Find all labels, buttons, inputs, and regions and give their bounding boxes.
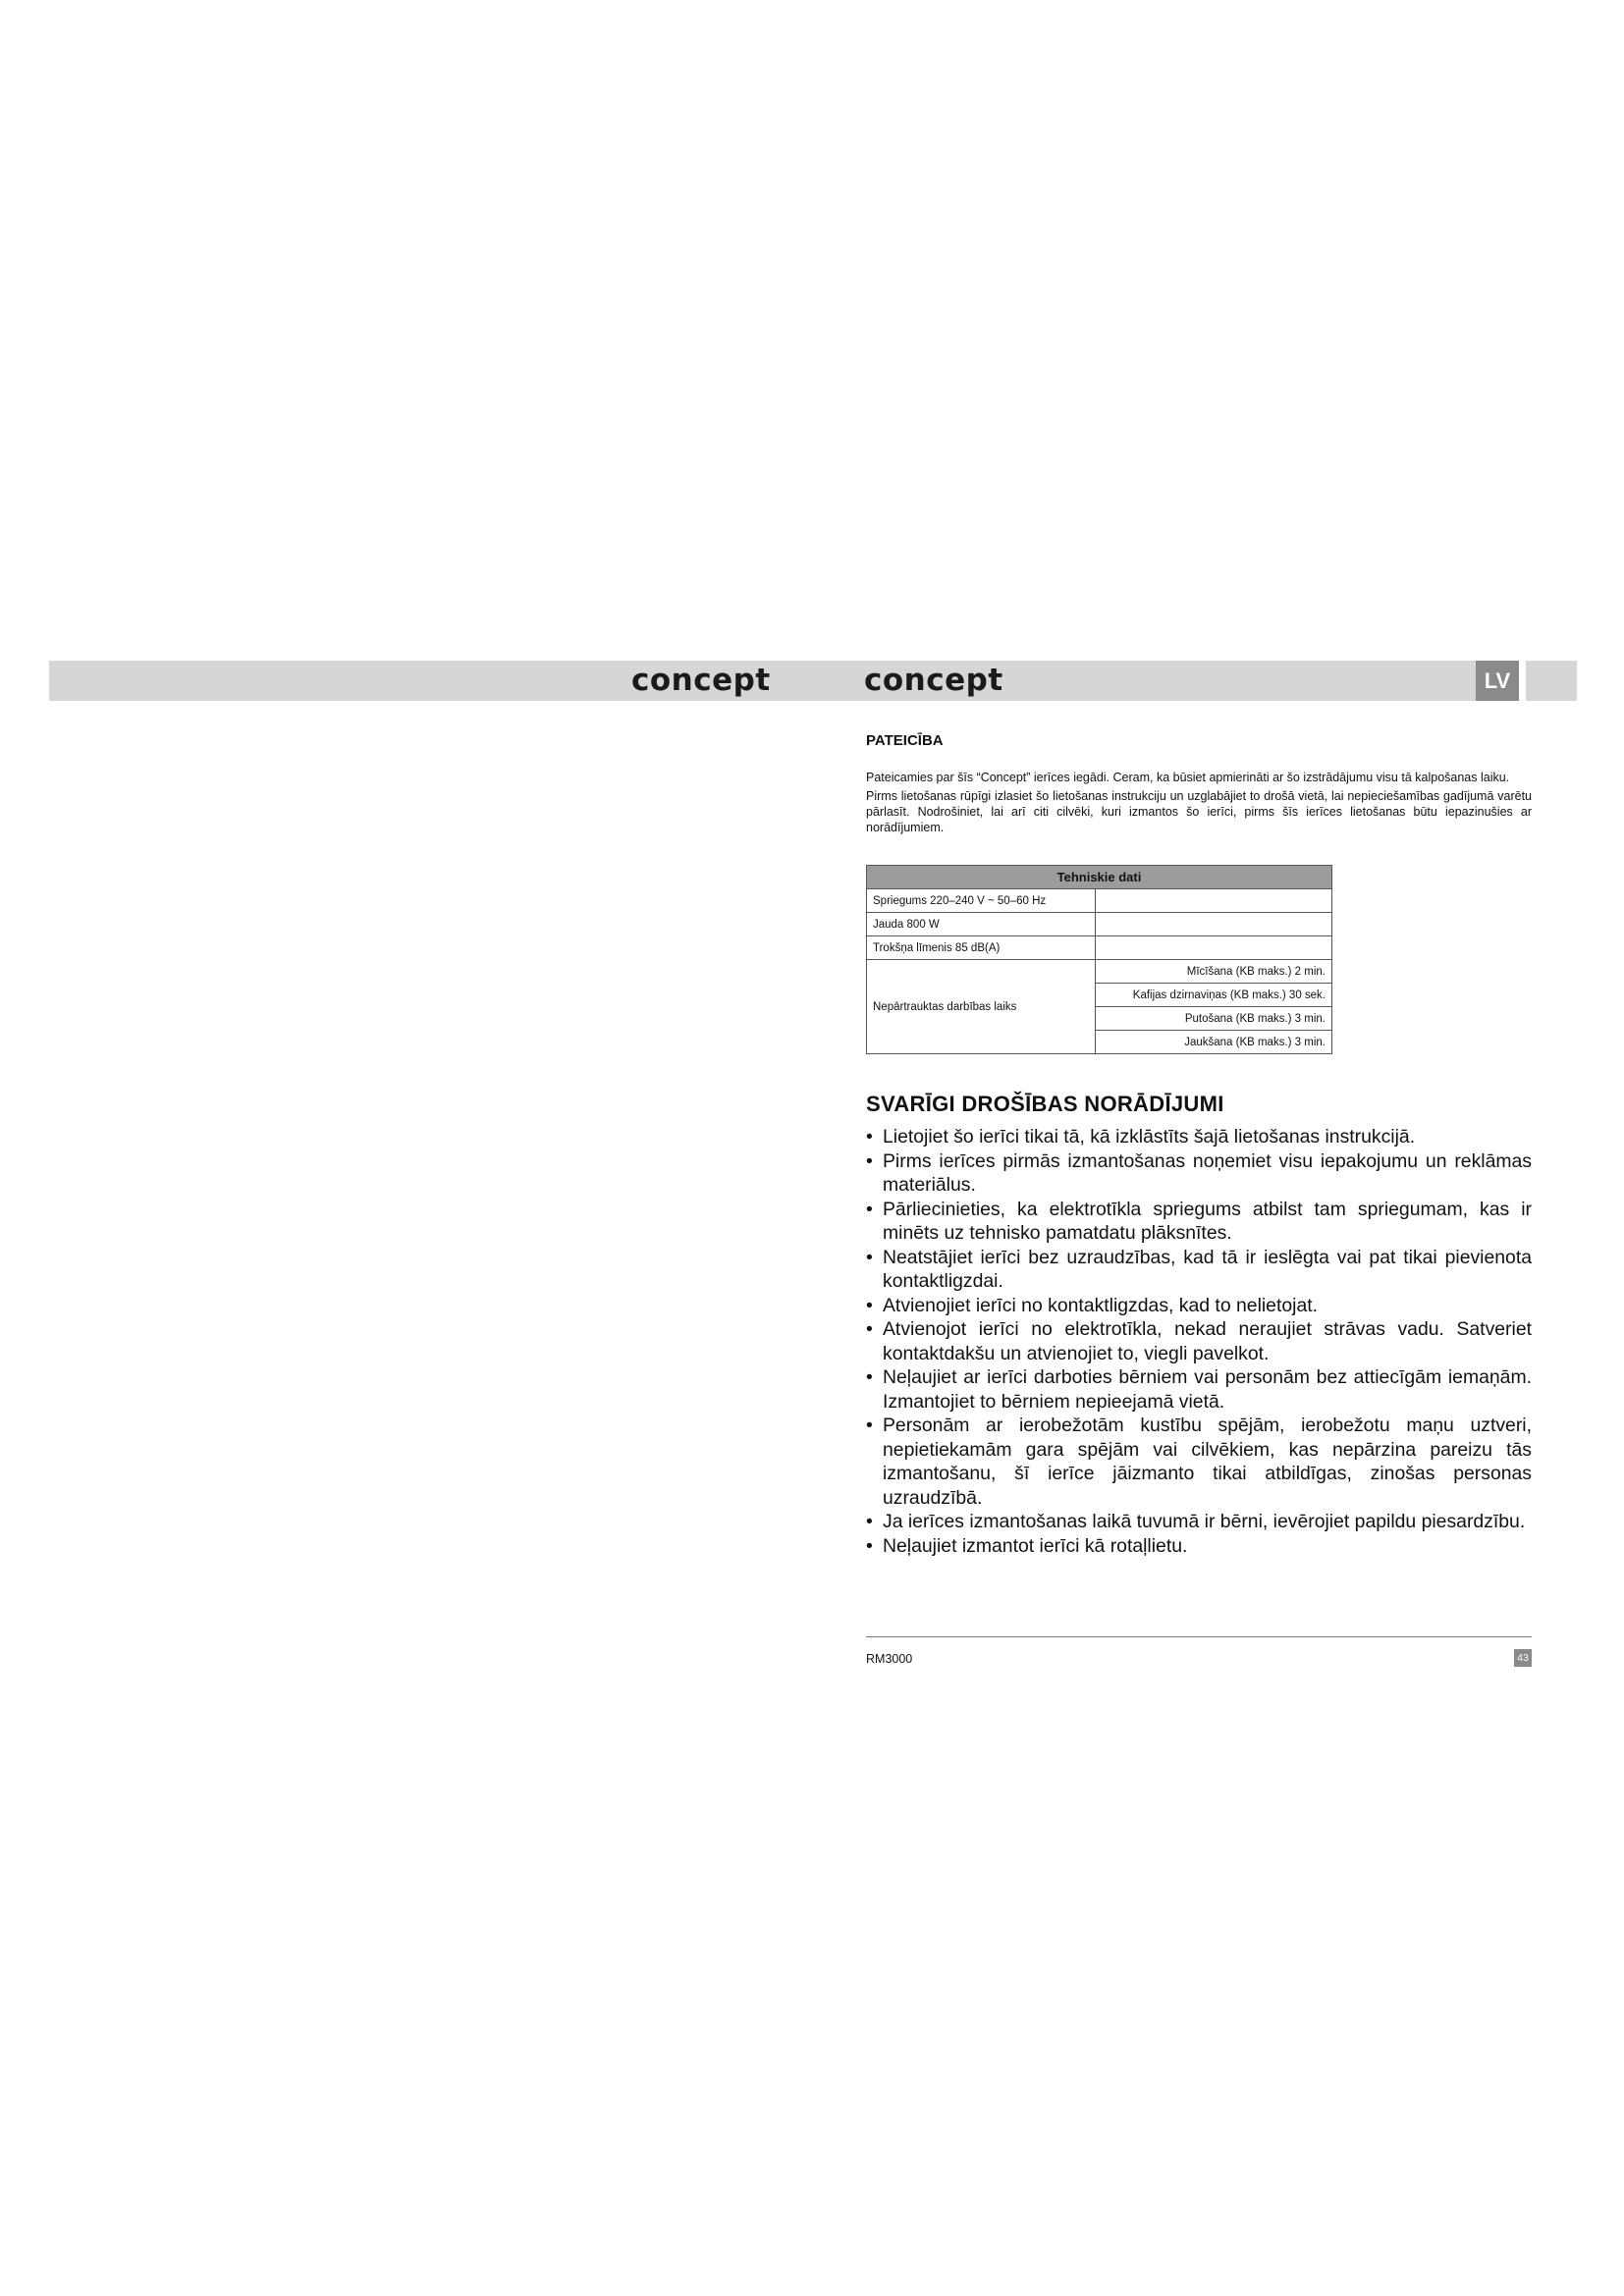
tech-value (1096, 889, 1332, 913)
footer-divider (866, 1636, 1532, 1637)
tech-table-title: Tehniskie dati (867, 866, 1332, 889)
intro-title: PATEICĪBA (866, 732, 944, 749)
list-item: • Neļaujiet ar ierīci darboties bērniem vai personām bez attiecīgām iemaņām. Izmantojiet to bērniem nepieejamā vietā. (866, 1365, 1532, 1414)
tech-value (1096, 913, 1332, 936)
continuous-value-grinder: Kafijas dzirnaviņas (KB maks.) 30 sek. (1096, 984, 1332, 1007)
continuous-value-kneading: Mīcīšana (KB maks.) 2 min. (1096, 960, 1332, 984)
tech-label: Trokšņa līmenis 85 dB(A) (867, 936, 1096, 960)
table-row (867, 889, 1332, 913)
list-item: • Pārliecinieties, ka elektrotīkla spriegums atbilst tam spriegumam, kas ir minēts uz tehnisko pamatdatu plāksnītes. (866, 1198, 1532, 1246)
continuous-value-mixing: Jaukšana (KB maks.) 3 min. (1096, 1031, 1332, 1054)
page-content (866, 731, 1532, 1558)
list-item: • Atvienojot ierīci no elektrotīkla, nekad neraujiet strāvas vadu. Satveriet kontaktdakšu un atvienojiet to, viegli pavelkot. (866, 1317, 1532, 1365)
list-item: • Atvienojiet ierīci no kontaktligzdas, kad to nelietojat. (866, 1294, 1532, 1318)
list-item: • Personām ar ierobežotām kustību spējām, ierobežotu maņu uztveri, nepietiekamām gara spējām vai cilvēkiem, kas nepārzina pareizu tās izmantošanu, šī ierīce jāizmanto tikai atbildīgas, zinošas personas uzraudzībā. (866, 1414, 1532, 1510)
tech-value (1096, 936, 1332, 960)
brand-logo-right: concept (864, 663, 1003, 698)
safety-title: SVARĪGI DROŠĪBAS NORĀDĪJUMI (866, 1092, 1224, 1116)
language-badge: LV (1476, 661, 1519, 701)
continuous-operation-label: Nepārtrauktas darbības laiks (867, 960, 1096, 1054)
header-divider (1519, 661, 1526, 701)
table-row (867, 960, 1332, 984)
model-number: RM3000 (866, 1652, 913, 1666)
list-item: • Neatstājiet ierīci bez uzraudzības, kad tā ir ieslēgta vai pat tikai pievienota kontaktligzdai. (866, 1246, 1532, 1294)
header-band (49, 661, 1577, 701)
tech-data-table (866, 865, 1332, 1054)
list-item: • Neļaujiet izmantot ierīci kā rotaļlietu. (866, 1534, 1532, 1559)
tech-label: Jauda 800 W (867, 913, 1096, 936)
page-number: 43 (1514, 1649, 1532, 1667)
table-row (867, 913, 1332, 936)
tech-label: Spriegums 220–240 V ~ 50–60 Hz (867, 889, 1096, 913)
brand-logo-left: concept (631, 663, 771, 698)
table-row (867, 936, 1332, 960)
intro-paragraph-2: Pirms lietošanas rūpīgi izlasiet šo lietošanas instrukciju un uzglabājiet to drošā vietā, lai nepieciešamības gadījumā varētu pārlasīt. Nodrošiniet, lai arī citi cilvēki, kuri izmantos šo ierīci, pirms šīs ierīces lietošanas būtu iepazinušies ar norādījumiem. (866, 789, 1532, 834)
intro-paragraph-1: Pateicamies par šīs “Concept” ierīces iegādi. Ceram, ka būsiet apmierināti ar šo izstrādājumu visu tā kalpošanas laiku. (866, 771, 1510, 784)
list-item: • Lietojiet šo ierīci tikai tā, kā izklāstīts šajā lietošanas instrukcijā. (866, 1125, 1532, 1149)
continuous-value-whisking: Putošana (KB maks.) 3 min. (1096, 1007, 1332, 1031)
safety-list (866, 1125, 1532, 1558)
list-item: • Pirms ierīces pirmās izmantošanas noņemiet visu iepakojumu un reklāmas materiālus. (866, 1149, 1532, 1198)
list-item: • Ja ierīces izmantošanas laikā tuvumā ir bērni, ievērojiet papildu piesardzību. (866, 1510, 1532, 1534)
